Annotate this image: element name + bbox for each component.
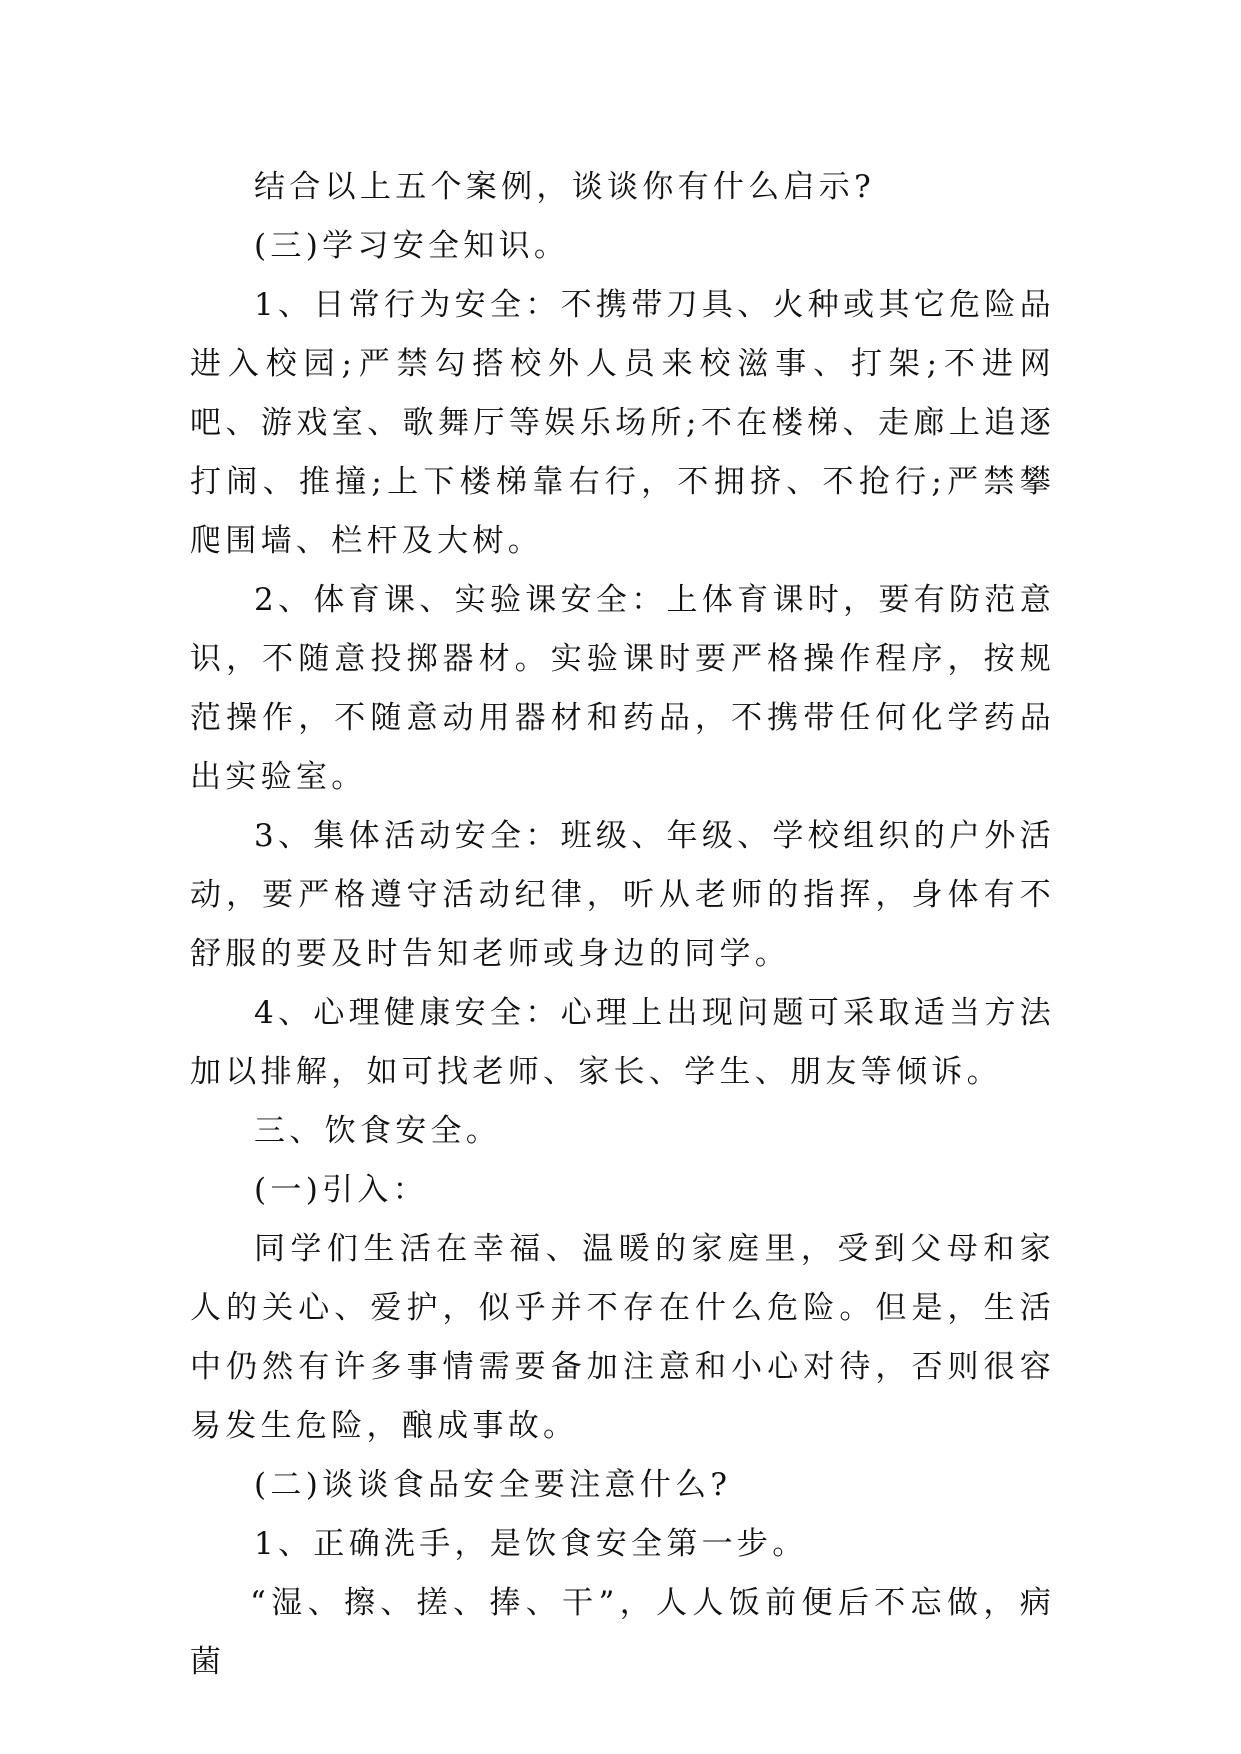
paragraph-introduction: 同学们生活在幸福、温暖的家庭里，受到父母和家人的关心、爱护，似乎并不存在什么危险。但是，生活中仍然有许多事情需要备加注意和小心对待，否则很容易发生危险，酿成事故。	[190, 1231, 1055, 1444]
paragraph-handwashing-heading: 1、正确洗手，是饮食安全第一步。	[254, 1526, 808, 1562]
paragraph-mental-health-safety: 4、心理健康安全：心理上出现问题可采取适当方法加以排解，如可找老师、家长、学生、朋友等倾诉。	[190, 995, 1055, 1090]
subsection-heading-introduction: (一)引入：	[254, 1172, 428, 1208]
section-heading-food-safety: 三、饮食安全。	[254, 1113, 502, 1149]
section-heading-safety-knowledge: (三)学习安全知识。	[254, 228, 570, 264]
paragraph-pe-lab-safety: 2、体育课、实验课安全：上体育课时，要有防范意识，不随意投掷器材。实验课时要严格操作程序，按规范操作，不随意动用器材和药品，不携带任何化学药品出实验室。	[190, 582, 1055, 795]
paragraph-group-activity-safety: 3、集体活动安全：班级、年级、学校组织的户外活动，要严格遵守活动纪律，听从老师的指挥，身体有不舒服的要及时告知老师或身边的同学。	[190, 818, 1055, 972]
paragraph-handwashing-detail: “湿、擦、搓、捧、干”，人人饭前便后不忘做，病菌	[190, 1585, 1055, 1680]
paragraph-daily-behavior-safety: 1、日常行为安全：不携带刀具、火种或其它危险品进入校园;严禁勾搭校外人员来校滋事、打架;不进网吧、游戏室、歌舞厅等娱乐场所;不在楼梯、走廊上追逐打闹、推撞;上下楼梯靠右行，不拥挤、不抢行;严禁攀爬围墙、栏杆及大树。	[190, 287, 1055, 559]
document-body	[190, 158, 1055, 1692]
paragraph-reflection-question: 结合以上五个案例，谈谈你有什么启示?	[254, 169, 876, 205]
subsection-heading-food-safety-question: (二)谈谈食品安全要注意什么?	[254, 1467, 732, 1503]
